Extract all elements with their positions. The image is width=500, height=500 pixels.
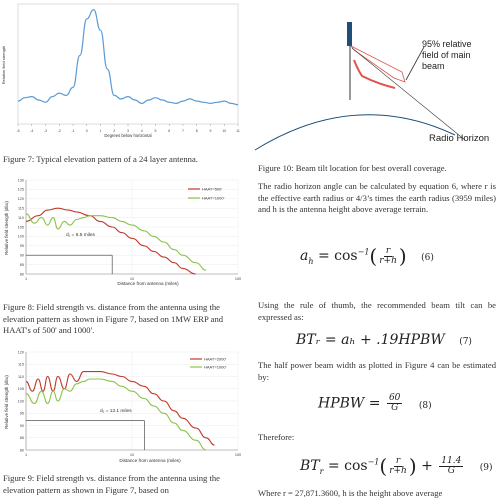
fig9-annotation: d₁ = 13.1 miles [100, 409, 132, 414]
fig7-x-tick-label: 5 [154, 129, 157, 133]
fig7-x-tick-label: -4 [30, 129, 34, 133]
fig7-x-tick-label: 1 [99, 129, 102, 133]
fig7-x-tick-label: 10 [222, 129, 227, 133]
fig8-plot-area [18, 178, 242, 281]
equation-9-number: (9) [479, 463, 493, 473]
fig9-y-tick-label: 105 [17, 387, 24, 392]
fig8-y-tick-label: 130 [17, 178, 24, 183]
fig8-x-tick-label: 1 [24, 277, 28, 281]
paragraph-rule-of-thumb: Using the rule of thumb, the recommended beam tilt can be expressed as: [258, 300, 496, 322]
fig9-series-line-2 [26, 379, 206, 450]
fig9-ylabel: Relative field strength (dbu) [4, 375, 9, 429]
fig8-annotation: d₁ = 6.5 miles [66, 233, 95, 238]
fig7-x-tick-label: 0 [85, 129, 88, 133]
fig8-caption: Figure 8: Field strength vs. distance from the antenna using the elevation pattern as shown in Figure 7, based on 1MW ERP and HAAT's of 500' and 1000'. [3, 302, 224, 335]
fig7-x-tick-label: 11 [236, 129, 240, 133]
fig7-x-tick-label: 4 [140, 129, 143, 133]
paragraph-where: Where r = 27,871.3600, h is the height above average [258, 488, 443, 498]
fig9-x-tick-label: 10 [129, 453, 135, 457]
fig8-y-tick-label: 120 [17, 197, 24, 202]
fig8-chart [0, 172, 245, 290]
fig7-x-tick-label: -2 [57, 129, 61, 133]
equation-7-number: (7) [459, 337, 472, 347]
fig8-y-tick-label: 110 [17, 215, 24, 220]
main-beam-lobe [351, 46, 405, 82]
fig9-y-tick-label: 110 [17, 374, 24, 379]
fig7-xlabel: Degrees below horizontal [104, 133, 152, 138]
equation-6-number: (6) [421, 253, 434, 263]
fig10-diagram [250, 0, 500, 160]
fig7-x-tick-label: 6 [168, 129, 171, 133]
fig8-ylabel: Relative field strength (dbu) [4, 201, 9, 255]
fig9-y-tick-label: 80 [19, 448, 24, 453]
equation-8: HPBW = $\frac{60}{G}$ (8) [318, 393, 432, 413]
fig9-legend-label-2: HAAT=1000' [204, 364, 227, 370]
equation-7 [296, 332, 472, 348]
fig7-x-tick-label: 7 [182, 129, 184, 133]
fig7-frame [18, 4, 238, 124]
fig10-label-line3: beam [422, 61, 445, 71]
fig9-y-tick-label: 115 [17, 362, 24, 367]
fig7-x-tick-label: 2 [113, 129, 116, 133]
fig7-x-tick-label: -1 [71, 129, 75, 133]
fig7-caption: Figure 7: Typical elevation pattern of a 24 layer antenna. [3, 154, 198, 164]
fig8-y-tick-label: 90 [19, 253, 24, 258]
fig10-horizon-label: Radio Horizon [429, 133, 490, 144]
fig10-label-line1: 95% relative [422, 39, 472, 49]
fig9-caption: Figure 9: Field strength vs. distance from the antenna using the elevation pattern as shown in Figure 7, based on [3, 473, 220, 495]
fig7-x-tick-label: -3 [43, 129, 48, 133]
fig7-x-tick-label: 8 [195, 129, 198, 133]
paragraph-therefore: Therefore: [258, 432, 295, 442]
fig10-caption: Figure 10: Beam tilt location for best overall coverage. [258, 163, 447, 173]
fig8-legend-label-2: HAAT=1000' [202, 195, 225, 201]
equation-6: $a_h = \cos^{-1}$( $\frac{r}{r+h}$ ) (6) [300, 244, 434, 268]
equation-7-body: BTᵣ = aₕ + .19HPBW [296, 332, 445, 348]
fig9-chart [0, 346, 245, 466]
fig8-y-tick-label: 100 [17, 234, 24, 239]
fig9-y-tick-label: 90 [19, 423, 24, 428]
fig9-legend [190, 357, 227, 370]
fig9-y-tick-label: 95 [19, 411, 24, 416]
horizon-tangent-line [352, 48, 465, 140]
fig8-xlabel: Distance from antenna (miles) [117, 281, 179, 286]
fig9-legend-label-1: HAAT=2000' [204, 356, 227, 362]
fig8-y-tick-label: 125 [17, 187, 24, 192]
fig7-plot-area [16, 4, 239, 133]
equation-8-number: (8) [418, 400, 432, 411]
fig8-y-tick-label: 105 [17, 225, 24, 230]
fig10-label-line2: field of main [422, 50, 471, 60]
fig8-x-tick-label: 10 [129, 277, 135, 281]
fig8-y-tick-label: 95 [19, 244, 24, 249]
fig8-legend-label-1: HAAT=500' [202, 186, 223, 192]
fig7-chart [0, 0, 245, 142]
fig8-legend [188, 187, 225, 201]
earth-curve [255, 115, 455, 150]
fig9-x-tick-label: 1 [24, 453, 28, 457]
fig9-y-tick-label: 120 [17, 350, 24, 355]
fig7-x-tick-label: 9 [209, 129, 212, 133]
fig9-y-tick-label: 100 [17, 399, 24, 404]
fig9-xlabel: Distance from antenna (miles) [119, 458, 181, 463]
fig8-y-tick-label: 115 [17, 206, 24, 211]
paragraph-hpbw: The half power beam width as plotted in Figure 4 can be estimated by: [258, 360, 496, 382]
fig9-x-tick-label: 100 [234, 453, 242, 457]
fig7-x-tick-label: -5 [16, 129, 20, 133]
paragraph-radio-horizon: The radio horizon angle can be calculated by equation 6, where r is the effective earth radius or 4/3’s times the earth radius (3959 miles) and h is the antenna height above average terrain. [258, 181, 496, 214]
fig7-ylabel: Relative field strength [1, 45, 6, 85]
antenna-icon [347, 22, 352, 46]
fig7-series-line [18, 10, 238, 105]
fig8-series-line-2 [26, 214, 206, 270]
fig8-x-tick-label: 100 [234, 277, 242, 281]
fig7-x-tick-label: 3 [127, 129, 129, 133]
equation-9: $BT_r = \cos^{-1}$( $\frac{r}{r+h}$ ) + $\frac{11.4}{G}$ (9) [300, 454, 493, 478]
fig8-y-tick-label: 80 [19, 272, 24, 277]
fig9-y-tick-label: 85 [19, 436, 24, 441]
fig8-y-tick-label: 85 [19, 262, 24, 267]
